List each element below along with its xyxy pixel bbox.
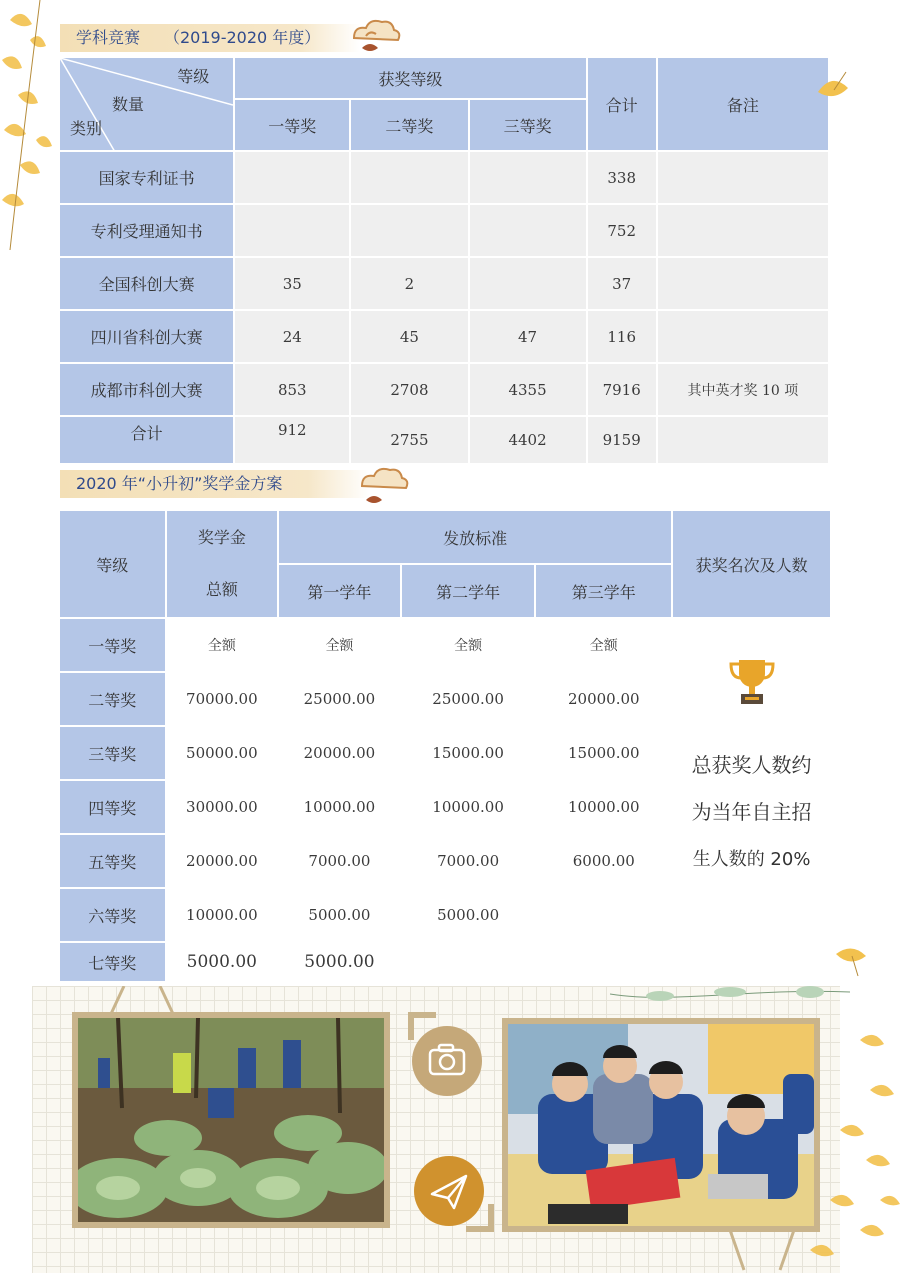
cell-year1: 全额 bbox=[279, 619, 400, 671]
award-level-header: 获奖等级 bbox=[235, 58, 585, 98]
cell-year2: 全额 bbox=[402, 619, 535, 671]
row-category: 专利受理通知书 bbox=[60, 205, 233, 256]
cell-total: 7916 bbox=[588, 364, 656, 415]
cell-second bbox=[351, 152, 467, 203]
competition-section-title bbox=[60, 24, 360, 52]
cell-year3: 20000.00 bbox=[536, 673, 671, 725]
cell-first: 853 bbox=[235, 364, 349, 415]
cell-total: 30000.00 bbox=[167, 781, 278, 833]
cell-total: 37 bbox=[588, 258, 656, 309]
table-row bbox=[60, 311, 828, 362]
cell-total: 70000.00 bbox=[167, 673, 278, 725]
cell-year1: 20000.00 bbox=[279, 727, 400, 779]
corner-quantity-label: 数量 bbox=[112, 95, 145, 114]
cell-note bbox=[658, 152, 828, 203]
ginkgo-leaves-decoration bbox=[0, 0, 60, 250]
cell-total: 5000.00 bbox=[167, 943, 278, 981]
row-level: 二等奖 bbox=[60, 673, 165, 725]
corner-header-cell bbox=[60, 58, 233, 150]
table-row bbox=[60, 205, 828, 256]
standard-header: 发放标准 bbox=[279, 511, 671, 563]
scholarship-table bbox=[58, 509, 832, 983]
cell-total: 20000.00 bbox=[167, 835, 278, 887]
cell-second: 2755 bbox=[351, 417, 467, 463]
side-note-line1: 总获奖人数约 bbox=[691, 753, 812, 777]
cell-total: 338 bbox=[588, 152, 656, 203]
level-header: 等级 bbox=[60, 511, 165, 617]
cell-year1: 25000.00 bbox=[279, 673, 400, 725]
paper-plane-icon bbox=[414, 1156, 484, 1226]
cell-note bbox=[658, 417, 828, 463]
table-row bbox=[60, 152, 828, 203]
row-level: 五等奖 bbox=[60, 835, 165, 887]
table-row bbox=[60, 417, 828, 463]
row-category: 全国科创大赛 bbox=[60, 258, 233, 309]
garden-photo-image bbox=[78, 1018, 384, 1222]
cell-year2 bbox=[402, 943, 535, 981]
cell-second bbox=[351, 205, 467, 256]
cell-year3: 6000.00 bbox=[536, 835, 671, 887]
cell-year2: 25000.00 bbox=[402, 673, 535, 725]
ginkgo-leaves-decoration bbox=[800, 1000, 900, 1273]
cell-third bbox=[470, 258, 586, 309]
third-prize-header: 三等奖 bbox=[470, 100, 586, 150]
scholarship-total-header bbox=[167, 511, 278, 617]
cell-note: 其中英才奖 10 项 bbox=[658, 364, 828, 415]
year2-header: 第二学年 bbox=[402, 565, 535, 617]
table-row bbox=[60, 258, 828, 309]
cell-third: 4355 bbox=[470, 364, 586, 415]
cell-year2: 5000.00 bbox=[402, 889, 535, 941]
corner-category-label: 类别 bbox=[70, 119, 103, 138]
year1-header: 第一学年 bbox=[279, 565, 400, 617]
cloud-decoration-icon bbox=[348, 14, 404, 58]
year3-header: 第三学年 bbox=[536, 565, 671, 617]
robotics-photo-image bbox=[508, 1024, 814, 1226]
cell-year3 bbox=[536, 889, 671, 941]
competition-table bbox=[58, 56, 830, 465]
cell-third bbox=[470, 152, 586, 203]
cell-total: 116 bbox=[588, 311, 656, 362]
robotics-activity-photo bbox=[502, 1018, 820, 1232]
cell-third: 4402 bbox=[470, 417, 586, 463]
scholarship-total-line1: 奖学金 bbox=[197, 528, 246, 547]
scholarship-title-text: 2020 年“小升初”奖学金方案 bbox=[76, 474, 283, 493]
garden-activity-photo bbox=[72, 1012, 390, 1228]
cell-year1: 10000.00 bbox=[279, 781, 400, 833]
row-level: 一等奖 bbox=[60, 619, 165, 671]
cell-second: 2708 bbox=[351, 364, 467, 415]
cell-total: 50000.00 bbox=[167, 727, 278, 779]
ginkgo-leaf-icon bbox=[812, 70, 852, 110]
cell-third bbox=[470, 205, 586, 256]
side-note-cell bbox=[673, 619, 830, 981]
cell-year3 bbox=[536, 943, 671, 981]
row-level: 七等奖 bbox=[60, 943, 165, 981]
cell-note bbox=[658, 258, 828, 309]
cell-year1: 7000.00 bbox=[279, 835, 400, 887]
ginkgo-leaf-icon bbox=[832, 940, 872, 980]
cell-total: 全额 bbox=[167, 619, 278, 671]
row-category: 成都市科创大赛 bbox=[60, 364, 233, 415]
first-prize-header: 一等奖 bbox=[235, 100, 349, 150]
table-row bbox=[60, 619, 830, 671]
row-category: 国家专利证书 bbox=[60, 152, 233, 203]
cell-year3: 10000.00 bbox=[536, 781, 671, 833]
second-prize-header: 二等奖 bbox=[351, 100, 467, 150]
cell-year3: 全额 bbox=[536, 619, 671, 671]
note-header: 备注 bbox=[658, 58, 828, 150]
winners-header: 获奖名次及人数 bbox=[673, 511, 830, 617]
side-note-line3: 生人数的 20% bbox=[692, 849, 811, 870]
cell-year2: 10000.00 bbox=[402, 781, 535, 833]
cell-note bbox=[658, 205, 828, 256]
cell-year2: 15000.00 bbox=[402, 727, 535, 779]
competition-title-text: 学科竞赛 （2019-2020 年度） bbox=[76, 28, 321, 47]
corner-level-label: 等级 bbox=[177, 67, 210, 86]
cell-second: 2 bbox=[351, 258, 467, 309]
scholarship-section-title bbox=[60, 470, 370, 498]
table-row bbox=[60, 364, 828, 415]
cell-note bbox=[658, 311, 828, 362]
trophy-icon bbox=[727, 656, 777, 708]
cell-first: 35 bbox=[235, 258, 349, 309]
cell-first bbox=[235, 205, 349, 256]
cell-year1: 5000.00 bbox=[279, 889, 400, 941]
row-category: 合计 bbox=[60, 417, 233, 463]
row-level: 四等奖 bbox=[60, 781, 165, 833]
row-category: 四川省科创大赛 bbox=[60, 311, 233, 362]
cell-second: 45 bbox=[351, 311, 467, 362]
side-note-line2: 为当年自主招 bbox=[691, 800, 812, 824]
camera-icon bbox=[412, 1026, 482, 1096]
cell-total: 9159 bbox=[588, 417, 656, 463]
cell-total: 10000.00 bbox=[167, 889, 278, 941]
cell-year1: 5000.00 bbox=[279, 943, 400, 981]
cell-total: 752 bbox=[588, 205, 656, 256]
cell-year3: 15000.00 bbox=[536, 727, 671, 779]
row-level: 三等奖 bbox=[60, 727, 165, 779]
photo-frame-lines bbox=[720, 1230, 800, 1273]
scholarship-total-line2: 总额 bbox=[205, 580, 238, 599]
total-header: 合计 bbox=[588, 58, 656, 150]
cell-first: 912 bbox=[235, 417, 349, 463]
cloud-decoration-icon bbox=[356, 462, 412, 510]
cell-first: 24 bbox=[235, 311, 349, 362]
cell-third: 47 bbox=[470, 311, 586, 362]
cell-year2: 7000.00 bbox=[402, 835, 535, 887]
cell-first bbox=[235, 152, 349, 203]
row-level: 六等奖 bbox=[60, 889, 165, 941]
